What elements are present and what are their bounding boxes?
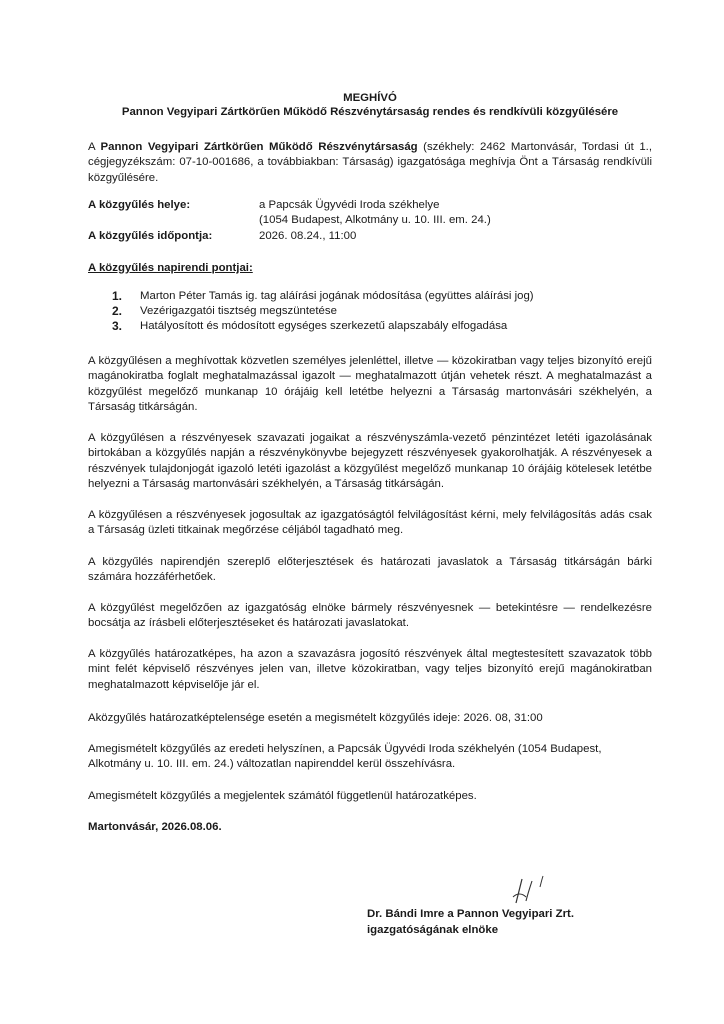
information-request-paragraph: A közgyűlésen a részvényesek jogosultak az igazgatóságtól felvilágosítást kérni, mely felvilágosítás adás csak a Társaság üzleti titkainak megőrzése céljából tagadható meg. — [88, 509, 652, 537]
agenda-item-number: 2. — [112, 304, 123, 318]
meeting-place-value: a Papcsák Ügyvédi Iroda székhelye — [259, 199, 440, 211]
meeting-place-address: (1054 Budapest, Alkotmány u. 10. III. em. 24.) — [259, 214, 491, 226]
meeting-time-value: 2026. 08.24., 11:00 — [259, 230, 357, 242]
proxy-paragraph: A közgyűlésen a meghívottak közvetlen személyes jelenléttel, illetve — közokiratban vagy teljes bizonyító erejű magánokiratba foglalt meghatalmazással igazolt — meghatalmazott útján vehetek részt. A meghatalmazást a közgyűlést megelőző munkanap 10 órájáig kell letétbe helyezni a Társaság martonvásári székhelyén, a Társaság titkárságán. — [88, 355, 652, 414]
signer-name: Dr. Bándi Imre a Pannon Vegyipari Zrt. — [367, 908, 574, 920]
handwritten-signature — [510, 873, 554, 907]
place-and-date: Martonvásár, 2026.08.06. — [88, 821, 222, 833]
signer-title: igazgatóságának elnöke — [367, 924, 499, 936]
intro-paragraph — [88, 140, 652, 186]
company-name: Pannon Vegyipari Zártkörűen Működő Részvénytársaság — [100, 141, 418, 153]
proposals-access-paragraph: A közgyűlés napirendjén szereplő előterjesztések és határozati javaslatok a Társaság titkárságán bárki számára hozzáférhetőek. — [88, 556, 652, 584]
voting-rights-paragraph: A közgyűlésen a részvényesek szavazati jogaikat a részvényszámla-vezető pénzintézet letéti igazolásának birtokában a közgyűlés napján a részvénykönyvbe bejegyzett részvényesek gyakorolhatják. A részvényesek a részvények tulajdonjogát igazoló letéti igazolást a közgyűlést megelőző munkanap 10 órájáig kötelesek letétbe helyezni a Társaság martonvásári székhelyén, a Társaság titkárságán. — [88, 432, 652, 491]
intro-suffix: (székhely: 2462 Martonvásár, Tordasi út 1., cégjegyzékszám: 07-10-001686, a továbbiakban: Társaság) igazgatósága meghívja Önt a Társaság rendkívüli közgyűlésére. — [88, 141, 652, 184]
document-title: MEGHÍVÓ — [343, 92, 397, 104]
intro-prefix: A — [88, 141, 101, 153]
agenda-item-number: 1. — [112, 289, 123, 303]
repeated-meeting-quorum-paragraph: Amegismételt közgyűlés a megjelentek számától függetlenül határozatképes. — [88, 790, 477, 802]
agenda-item-text: Vezérigazgatói tisztség megszüntetése — [140, 305, 337, 317]
meeting-place-label: A közgyűlés helye: — [88, 199, 191, 211]
chairman-disclosure-paragraph: A közgyűlést megelőzően az igazgatóság elnöke bármely részvényesnek — betekintésre — rendelkezésre bocsátja az írásbeli előterjesztéseket és határozati javaslatokat. — [88, 602, 652, 630]
document-subtitle: Pannon Vegyipari Zártkörűen Működő Részvénytársaság rendes és rendkívüli közgyűlésére — [121, 106, 619, 118]
agenda-item-text: Marton Péter Tamás ig. tag aláírási jogának módosítása (együttes aláírási jog) — [140, 290, 534, 302]
agenda-item-text: Hatályosított és módosított egységes szerkezetű alapszabály elfogadása — [140, 320, 508, 332]
signer-block — [367, 906, 574, 938]
quorum-paragraph: A közgyűlés határozatképes, ha azon a szavazásra jogosító részvények által megtestesített szavazatok több mint felét képviselő részvényes jelen van, illetve közokiratban, vagy teljes bizonyító erejű magánokiratban meghatalmazott képviselője jár el. — [88, 648, 652, 691]
agenda-item-number: 3. — [112, 319, 123, 333]
repeated-meeting-location-paragraph: Amegismételt közgyűlés az eredeti helyszínen, a Papcsák Ügyvédi Iroda székhelyén (1054 Budapest, Alkotmány u. 10. III. em. 24.) változatlan napirenddel kerül összehívásra. — [88, 743, 602, 771]
meeting-time-label: A közgyűlés időpontja: — [88, 230, 213, 242]
agenda-title: A közgyűlés napirendi pontjai: — [88, 262, 253, 274]
repeated-meeting-date-paragraph: Aközgyűlés határozatképtelensége esetén a megismételt közgyűlés ideje: 2026. 08, 31:00 — [88, 712, 543, 724]
